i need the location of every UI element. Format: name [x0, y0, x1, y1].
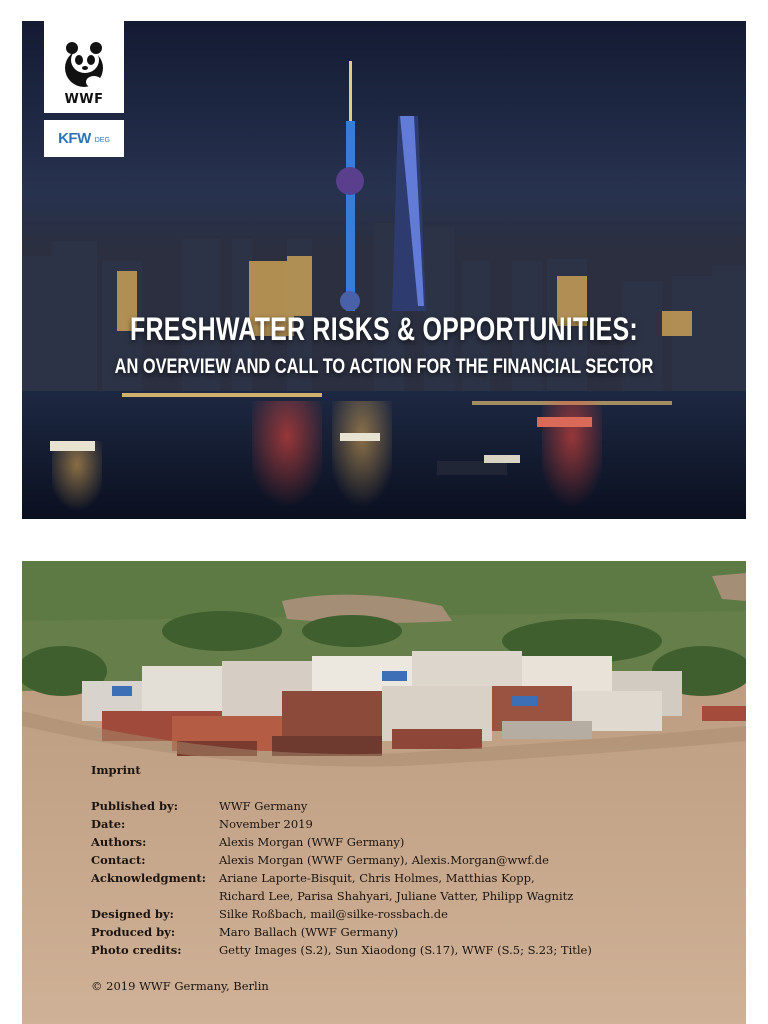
- imprint-page: [22, 561, 746, 1024]
- imprint-row-designed-by: [91, 905, 711, 923]
- imprint-value: Richard Lee, Parisa Shahyari, Juliane Vatter, Philipp Wagnitz: [219, 889, 574, 903]
- deg-logo-text: DEG: [94, 137, 110, 144]
- imprint-row-date: [91, 815, 711, 833]
- imprint-label: Photo credits:: [91, 943, 182, 957]
- copyright-notice: © 2019 WWF Germany, Berlin: [91, 979, 269, 993]
- imprint-row-acknowledgment-cont: [91, 887, 711, 905]
- imprint-row-authors: [91, 833, 711, 851]
- imprint-label: Authors:: [91, 835, 147, 849]
- imprint-value: Alexis Morgan (WWF Germany): [219, 835, 405, 849]
- imprint-row-contact: [91, 851, 711, 869]
- cover-title: FRESHWATER RISKS & OPPORTUNITIES:: [130, 311, 638, 347]
- imprint-label: Designed by:: [91, 907, 174, 921]
- imprint-label: Published by:: [91, 799, 178, 813]
- imprint-block: [91, 761, 711, 995]
- cover-page: [22, 21, 746, 519]
- imprint-row-published-by: [91, 797, 711, 815]
- imprint-row-produced-by: [91, 923, 711, 941]
- imprint-row-photo-credits: [91, 941, 711, 959]
- imprint-value: WWF Germany: [219, 799, 308, 813]
- cover-photo-city-skyline: [22, 21, 746, 519]
- imprint-value: Maro Ballach (WWF Germany): [219, 925, 399, 939]
- wwf-logo: [44, 21, 124, 113]
- imprint-label: Produced by:: [91, 925, 176, 939]
- kfw-deg-logo: [44, 120, 124, 157]
- wwf-logo-text: WWF: [64, 92, 104, 107]
- panda-icon: [58, 38, 110, 90]
- imprint-heading: Imprint: [91, 763, 141, 777]
- imprint-label: Contact:: [91, 853, 146, 867]
- cover-subtitle: AN OVERVIEW AND CALL TO ACTION FOR THE FINANCIAL SECTOR: [114, 355, 654, 378]
- kfw-logo-text: KFW: [58, 130, 91, 147]
- imprint-label: [91, 887, 219, 905]
- imprint-label: Acknowledgment:: [91, 871, 206, 885]
- imprint-row-acknowledgment: [91, 869, 711, 887]
- imprint-value: Ariane Laporte-Bisquit, Chris Holmes, Matthias Kopp,: [219, 871, 535, 885]
- imprint-value: Alexis Morgan (WWF Germany), Alexis.Morgan@wwf.de: [219, 853, 549, 867]
- imprint-value: November 2019: [219, 817, 313, 831]
- imprint-value: Getty Images (S.2), Sun Xiaodong (S.17), WWF (S.5; S.23; Title): [219, 943, 592, 957]
- imprint-label: Date:: [91, 817, 126, 831]
- imprint-value: Silke Roßbach, mail@silke-rossbach.de: [219, 907, 448, 921]
